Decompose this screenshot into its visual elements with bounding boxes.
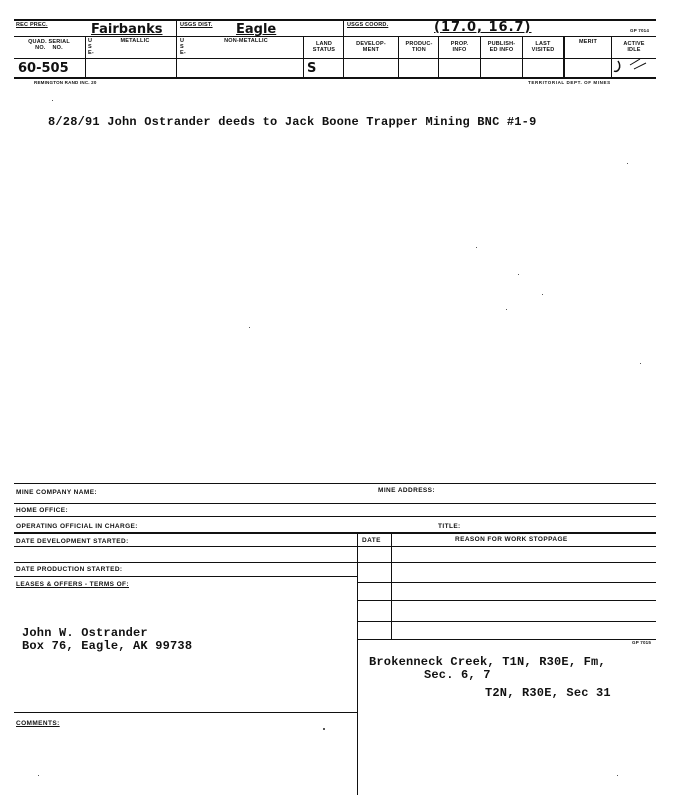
title-label: TITLE: [438,523,461,530]
lower-line [14,576,358,577]
last-visited-header: LAST VISITED [531,41,555,53]
date-col-label: DATE [362,537,381,544]
mine-company-name-label: MINE COMPANY NAME: [16,489,97,496]
speck [52,100,53,101]
speck [617,775,618,776]
owner-name: John W. Ostrander [22,626,148,640]
speck [542,294,543,295]
owner-address: Box 76, Eagle, AK 99738 [22,639,193,653]
column-header-divider [14,58,656,59]
lower-line [14,516,656,517]
location-line-1: Brokenneck Creek, T1N, R30E, Fm, [369,655,606,669]
quad-serial-value: 60-505 [18,61,69,76]
production-header: PRODUC- TION [405,41,433,53]
reason-col-label: REASON FOR WORK STOPPAGE [455,536,568,543]
divider [176,19,177,77]
development-header: DEVELOP- MENT [356,41,386,53]
speck [640,363,641,364]
speck [38,775,39,776]
metallic-header: METALLIC [120,38,150,44]
usgs-dist-value: Eagle [236,22,277,37]
top-border [14,19,656,21]
mine-address-label: MINE ADDRESS: [378,487,435,494]
territorial-dept: TERRITORIAL DEPT. OF MINES [528,80,611,85]
lower-line [14,503,656,504]
lower-line [14,546,656,547]
usgs-dist-label: USGS DIST. [180,22,213,28]
land-status-header: LAND STATUS [312,41,336,53]
published-info-header: PUBLISH- ED INFO [487,41,516,53]
rec-prec-value: Fairbanks [91,22,163,37]
comments-label: COMMENTS: [16,720,60,727]
form-code-top: GP 7014 [630,28,650,33]
merit-header: MERIT [578,39,598,45]
date-development-started-label: DATE DEVELOPMENT STARTED: [16,538,129,545]
us-marker-2: U S E- [180,38,186,56]
speck [506,309,507,310]
lower-line [357,582,656,583]
home-office-label: HOME OFFICE: [16,507,69,514]
speck [249,327,250,328]
printer-credit: REMINGTON RAND INC. 20 [34,80,97,85]
note-entry: 8/28/91 John Ostrander deeds to Jack Boone Trapper Mining BNC #1-9 [48,115,537,129]
handwritten-mark [612,57,652,77]
prop-info-header: PROP. INFO [450,41,469,53]
speck [627,163,628,164]
lower-top-border [14,483,656,484]
divider [85,36,86,77]
row-bottom-border [14,77,656,79]
divider [391,533,392,639]
usgs-coord-value: (17.0, 16.7) [434,20,532,35]
non-metallic-header: NON-METALLIC [224,38,268,44]
land-status-value: S [307,61,317,76]
divider [357,533,358,795]
speck [518,274,519,275]
speck [476,247,477,248]
usgs-coord-label: USGS COORD. [347,22,389,28]
lower-line [357,600,656,601]
operating-official-label: OPERATING OFFICIAL IN CHARGE: [16,523,138,530]
active-idle-header: ACTIVE IDLE [623,41,645,53]
lower-line [357,639,656,640]
us-marker-1: U S E- [88,38,94,56]
leases-label: LEASES & OFFERS - TERMS OF: [16,581,129,588]
lower-line [357,621,656,622]
quad-serial-header: QUAD. SERIAL NO. NO. [28,39,70,51]
date-production-started-label: DATE PRODUCTION STARTED: [16,566,123,573]
rec-prec-label: REC PREC. [16,22,48,28]
lower-line [14,712,358,713]
form-code-bottom: GP 7015 [632,640,652,645]
location-line-2: Sec. 6, 7 [424,668,491,682]
lower-line [14,562,656,563]
lower-line [14,532,656,534]
speck [323,728,325,730]
location-line-3: T2N, R30E, Sec 31 [485,686,611,700]
